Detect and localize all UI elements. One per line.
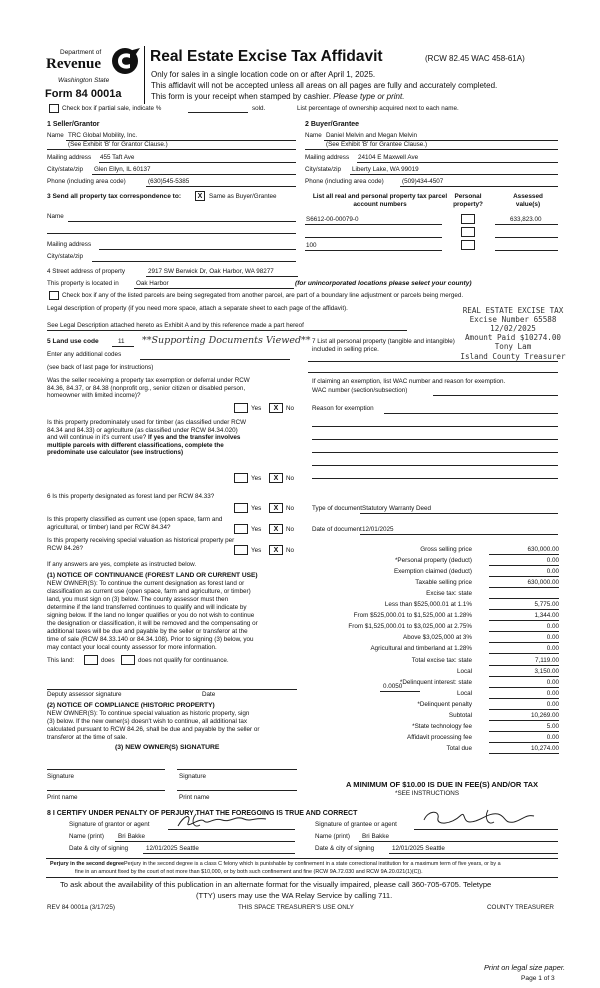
tax-row-label: Less than $525,000.01 at 1.1%: [384, 601, 472, 609]
grantee-name: Bri Bakke: [362, 833, 389, 840]
forest-no-checkbox[interactable]: X: [269, 503, 283, 513]
form-number: Form 84 0001a: [45, 88, 122, 100]
form-title-ref: (RCW 82.45 WAC 458-61A): [425, 54, 525, 63]
notice-continuance-4: determine if the land transferred continues to qualify and will indicate by: [47, 604, 247, 611]
county-treasurer: COUNTY TREASURER: [487, 904, 554, 911]
ownership-pct: 100: [306, 242, 317, 249]
tax-row-value[interactable]: 10,274.00: [530, 744, 559, 752]
buyer-mailing-line: [357, 162, 558, 163]
see-list-note: (see back of last page for instructions): [47, 364, 154, 371]
perjury-text-1: Perjury in the second degree is a class C felony which is punishable by confinement in a state correctional institution for a maximum term of five years, or by a: [124, 861, 501, 867]
intro-line-2: This affidavit will not be accepted unless all areas on all pages are fully and accurately completed.: [151, 81, 498, 90]
section3-city-line: [92, 261, 296, 262]
tax-row-line: [489, 554, 559, 555]
parcel-line-1: [305, 224, 442, 225]
grantee-date: 12/01/2025 Seattle: [392, 845, 445, 852]
personal-property-checkbox-2[interactable]: [461, 227, 475, 237]
reason-line-2: [312, 426, 558, 427]
seller-name2-line: [47, 149, 296, 150]
land-does-not-label: does not qualify for continuance.: [138, 657, 229, 664]
partial-sale-sold: sold.: [252, 105, 266, 112]
seller-city-label: City/state/zip: [47, 166, 84, 173]
stamp-line-1: REAL ESTATE EXCISE TAX: [462, 306, 564, 315]
buyer-name2-line: [305, 149, 558, 150]
tax-row-label: Gross selling price: [420, 546, 472, 553]
grantor-signature-label: [69, 821, 150, 829]
timber-yes-label: Yes: [251, 475, 262, 482]
if-any-yes: If any answers are yes, complete as instructed below.: [47, 561, 197, 568]
segregated-checkbox[interactable]: [49, 291, 59, 300]
buyer-heading: 2 Buyer/Grantee: [305, 121, 360, 128]
tax-row-value[interactable]: 0.00: [546, 634, 559, 642]
exemption-no-label: No: [286, 405, 295, 412]
forest-yes-checkbox[interactable]: [234, 503, 248, 513]
tax-row-value[interactable]: 630,000.00: [527, 546, 559, 553]
buyer-city-line: [350, 174, 558, 175]
personal-property-text: 7 List all personal property (tangible and intangible) included in selling price.: [312, 338, 455, 354]
legal-paper-note: Print on legal size paper.: [484, 963, 566, 972]
tax-row-label: Local: [456, 689, 472, 697]
deputy-signature-line: [47, 689, 297, 690]
exemption-yes-label: Yes: [251, 405, 262, 412]
perjury-line-1: [50, 861, 501, 867]
additional-codes-label: Enter any additional codes: [47, 351, 122, 358]
legal-line: [47, 330, 407, 331]
intro-italic: Please type or print.: [333, 92, 405, 101]
tax-row-line: [489, 587, 559, 588]
reason-line-3: [312, 439, 558, 440]
tax-row-label: Excise tax: state: [426, 590, 472, 598]
section3-name-label: Name: [47, 213, 64, 220]
minimum-due: A MINIMUM OF $10.00 IS DUE IN FEE(S) AND/OR TAX: [346, 780, 539, 789]
tax-row-line: [489, 731, 559, 732]
buyer-city-label: City/state/zip: [305, 166, 342, 173]
seller-mailing-line: [99, 162, 296, 163]
agency-state: Washington State: [58, 77, 110, 84]
tax-row-line: [489, 609, 559, 610]
perjury-bold: Perjury in the second degree: [50, 861, 124, 867]
grantee-signature-label: Signature of grantee or agent: [315, 821, 397, 828]
this-land-label: This land:: [47, 657, 75, 664]
seller-city: Glen Ellyn, IL 60137: [94, 166, 151, 173]
seller-phone: (630)545-5385: [148, 178, 190, 185]
tax-row-value[interactable]: 0.00: [546, 568, 559, 576]
notice-continuance-2: classification as current use (open space, farm and agriculture, or timber): [47, 588, 251, 595]
local-rate: 0.0050: [383, 683, 403, 690]
doc-type-line: [360, 513, 558, 514]
tax-row-line: [489, 742, 559, 743]
new-owner-print-line-2: [177, 790, 297, 791]
reason-line-5: [312, 465, 558, 466]
q-exemption-text: Was the seller receiving a property tax exemption or deferral under RCW 84.36, 84.37, or 84.38 (nonprofit org., senior citizen or disabled person, homeowner with limited income)?: [47, 377, 250, 400]
legal-description: See Legal Description attached hereto as Exhibit A and by this reference made a part hereof: [47, 322, 304, 329]
seller-city-line: [92, 174, 296, 175]
tax-row-label: From $1,525,000.01 to $3,025,000 at 2.75%: [348, 623, 472, 631]
tax-row-label: *Delinquent interest: state: [399, 678, 472, 686]
section3-name-line: [68, 221, 296, 222]
buyer-phone: (509)434-4507: [402, 178, 444, 185]
stamp-line-3: 12/02/2025: [490, 324, 536, 334]
revenue-logo-icon: [110, 46, 144, 76]
notice-compliance-title: (2) NOTICE OF COMPLIANCE (HISTORIC PROPERTY): [47, 702, 215, 709]
property-address-line: [146, 276, 298, 277]
forest-yes-label: Yes: [251, 505, 262, 512]
tax-row-line: [489, 709, 559, 710]
grantor-sig-line: [168, 829, 295, 830]
tax-row-value[interactable]: 5,775.00: [534, 601, 559, 609]
parcel-line-3: [305, 250, 442, 251]
tax-row-label: Affidavit processing fee: [407, 733, 472, 741]
tax-row-value[interactable]: 0.00: [546, 733, 559, 741]
tax-row-value[interactable]: 0.00: [546, 645, 559, 653]
new-owner-print-label-2: Print name: [179, 794, 210, 801]
grantee-name-line: [359, 841, 558, 842]
form-revision: REV 84 0001a (3/17/25): [47, 904, 115, 911]
deputy-signature-label: Deputy assessor signature: [47, 691, 122, 698]
q-current-use: [47, 516, 237, 531]
located-in-label: This property is located in: [47, 280, 119, 287]
tax-row-value[interactable]: 1,344.00: [534, 612, 559, 620]
parcel-col-header: [310, 193, 450, 208]
perjury-line-2: fine in an amount fixed by the court of not more than $10,000, or by both such confinement and fine (RCW 9A.72.030 and RCW 9A.20.021(1)(C)).: [75, 869, 423, 875]
notice-continuance-7: additional taxes will be due and payable by the seller or transferor at the: [47, 628, 248, 635]
tax-row-value[interactable]: 0.00: [546, 557, 559, 565]
land-use-code[interactable]: 11: [118, 338, 125, 345]
property-address: 2917 SW Berwick Dr, Oak Harbor, WA 98277: [148, 268, 274, 275]
timber-yes-checkbox[interactable]: [234, 473, 248, 483]
assessed-line-2: [495, 237, 558, 238]
historic-no-label: No: [286, 547, 295, 554]
doc-date: 12/01/2025: [362, 526, 394, 533]
tax-row-line: [489, 576, 559, 577]
personal-property-checkbox-3[interactable]: [461, 240, 475, 250]
tax-row-line: [489, 620, 559, 621]
tax-row-value[interactable]: 5.00: [546, 722, 559, 730]
new-owner-signature-title: (3) NEW OWNER(S) SIGNATURE: [115, 744, 220, 751]
tax-row-label: Local: [456, 667, 472, 675]
legal-description-label: Legal description of property (if you need more space, attach a separate sheet to each page of the affidavit).: [47, 305, 348, 312]
buyer-phone-label: Phone (including area code): [305, 178, 384, 185]
tax-row-line: [489, 687, 559, 688]
buyer-name: Daniel Melvin and Megan Melvin: [326, 132, 418, 139]
new-owner-print-line-1: [47, 790, 165, 791]
current-use-no-checkbox[interactable]: X: [269, 524, 283, 534]
personal-property-text: Personal property?: [453, 193, 483, 208]
tax-row-value[interactable]: 630,000.00: [527, 579, 559, 587]
located-in-line: [134, 288, 294, 289]
exemption-yes-checkbox[interactable]: [234, 403, 248, 413]
notice-compliance-3: calculated pursuant to RCW 84.26, shall be due and payable by the seller or: [47, 726, 260, 733]
grantee-signature-image: [418, 808, 538, 830]
q-historic: [47, 537, 237, 552]
perjury-divider-bottom: [46, 877, 558, 878]
perjury-divider: [46, 858, 558, 859]
treasurer-use-only: THIS SPACE TREASURER'S USE ONLY: [238, 904, 354, 911]
stamp-line-4: Amount Paid $10274.00: [464, 333, 561, 343]
buyer-phone-line: [400, 186, 558, 187]
tax-row-label: Total excise tax: state: [411, 656, 472, 664]
parcel-number-1: S6612-00-00079-0: [306, 216, 359, 223]
personal-property-checkbox-1[interactable]: [461, 214, 475, 224]
q-timber-bold: If yes and the transfer involves multiple parcels with different classifications, complete the predominate use calculator (see instructions): [47, 434, 241, 457]
land-use-line: [112, 346, 134, 347]
tax-row-line: [489, 720, 559, 721]
tax-row-value[interactable]: 0.00: [546, 623, 559, 631]
grantor-name: Bri Bakke: [118, 833, 145, 840]
form-title: Real Estate Excise Tax Affidavit: [150, 48, 383, 65]
current-use-yes-label: Yes: [251, 526, 262, 533]
assessed-line-1: [495, 224, 558, 225]
q-historic-text: Is this property receiving special valuation as historical property per RCW 84.26?: [47, 537, 235, 552]
buyer-city: Liberty Lake, WA 99019: [352, 166, 419, 173]
tax-row-label: Above $3,025,000 at 3%: [403, 634, 472, 642]
parcel-col-text: List all real and personal property tax parcel account numbers: [312, 193, 448, 208]
segregated-label: Check box if any of the listed parcels are being segregated from another parcel, are part of a boundary line adjustment or parcels being merged.: [62, 292, 464, 299]
doc-type: Statutory Warranty Deed: [362, 505, 432, 512]
timber-no-checkbox[interactable]: X: [269, 473, 283, 483]
buyer-mailing-label: Mailing address: [305, 154, 350, 161]
doc-date-label: Date of document: [312, 526, 362, 533]
stamp-line-2: Excise Number 65588: [469, 315, 557, 325]
tax-row-label: Subtotal: [448, 711, 472, 719]
certify-statement: 8 I CERTIFY UNDER PENALTY OF PERJURY THAT THE FOREGOING IS TRUE AND CORRECT: [47, 810, 358, 817]
seller-mailing: 455 Taft Ave: [100, 154, 135, 161]
exemption-no-checkbox[interactable]: X: [269, 403, 283, 413]
seller-phone-label: Phone (including area code): [47, 178, 126, 185]
tax-row-label: Taxable selling price: [415, 579, 472, 587]
claim-exemption: If claiming an exemption, list WAC number and reason for exemption.: [312, 378, 506, 385]
tax-row-label: Agricultural and timberland at 1.28%: [370, 645, 472, 653]
tax-row-value[interactable]: 10,269.00: [530, 711, 559, 719]
q-timber-text: Is this property predominately used for timber (as classified under RCW 84.34 and 84.33) or agriculture (as classified under RCW 84.34.020) and will continue in it's current use?: [47, 419, 247, 442]
grantor-date: 12/01/2025 Seattle: [146, 845, 199, 852]
tax-row-line: [489, 753, 559, 754]
grantor-name-label: Name (print): [69, 833, 104, 840]
historic-yes-label: Yes: [251, 547, 262, 554]
seller-mailing-label: Mailing address: [47, 154, 92, 161]
stamp-line-5: Tony Lam: [494, 342, 532, 352]
land-does-checkbox[interactable]: [84, 655, 98, 665]
forest-no-label: No: [286, 505, 295, 512]
seller-name: TRC Global Mobility, Inc.: [68, 132, 138, 139]
reason-line-6: [312, 478, 558, 479]
assessed-value-header: [503, 193, 553, 208]
notice-continuance-6: the designation or classification, it will be removed and the compensating or: [47, 620, 258, 627]
parcel-line-2: [305, 237, 442, 238]
agency-line1: Department of: [60, 49, 102, 56]
grantee-name-label: Name (print): [315, 833, 350, 840]
tax-row-line: [489, 631, 559, 632]
q-forest: [47, 493, 232, 501]
historic-no-checkbox[interactable]: X: [269, 545, 283, 555]
buyer-name-label: Name: [305, 132, 322, 139]
new-owner-sig-line-1: [47, 769, 165, 770]
grantee-sig-line: [414, 829, 558, 830]
notice-continuance-title: (1) NOTICE OF CONTINUANCE (FOREST LAND OR CURRENT USE): [47, 572, 258, 579]
stamp-line-6: Island County Treasurer: [460, 351, 566, 361]
additional-codes-line: [140, 359, 290, 360]
same-as-buyer-label: Same as Buyer/Grantee: [209, 193, 277, 200]
wac-line: [433, 395, 558, 396]
tax-row-line: [489, 598, 559, 599]
notice-continuance-9: may contact your local county assessor for more information.: [47, 644, 217, 651]
new-owner-print-label-1: Print name: [47, 794, 78, 801]
section3-mailing-line: [99, 249, 296, 250]
new-owner-sig-line-2: [177, 769, 297, 770]
land-does-label: does: [101, 657, 115, 664]
reason-line-1: [384, 413, 558, 414]
assessed-value-1: 633,823.00: [510, 216, 542, 223]
q-forest-text: 6 Is this property designated as forest land per RCW 84.33?: [47, 493, 215, 500]
grantor-date-line: [143, 853, 295, 854]
availability-line-1: To ask about the availability of this publication in an alternate format for the visually impaired, please call 360-705-6705. Teletype: [60, 880, 492, 889]
section3-mailing-label: Mailing address: [47, 241, 92, 248]
grantor-signature-text: Signature of grantor or agent: [69, 821, 150, 828]
partial-sale-label: Check box if partial sale, indicate %: [62, 105, 162, 112]
see-instructions: *SEE INSTRUCTIONS: [395, 790, 460, 797]
tax-row-label: Total due: [446, 744, 472, 752]
seller-heading: 1 Seller/Grantor: [47, 121, 100, 128]
personal-property-line-1: [308, 361, 558, 362]
grantee-date-label: Date & city of signing: [315, 845, 375, 852]
seller-name-2: (See Exhibit 'B' for Grantor Clause.): [68, 141, 168, 148]
section3-label: 3 Send all property tax correspondence to:: [47, 193, 182, 200]
header-divider: [144, 46, 145, 104]
personal-property-line-2: [308, 372, 558, 373]
supporting-docs-stamp: **Supporting Documents Viewed**: [142, 335, 311, 346]
reason-label: Reason for exemption: [312, 405, 374, 412]
personal-property-label: [312, 338, 462, 354]
doc-date-line: [360, 534, 558, 535]
reason-line-4: [312, 452, 558, 453]
grantor-signature-image: [170, 811, 270, 831]
notice-compliance-2: (3) below. If the new owner(s) doesn't wish to continue, all additional tax: [47, 718, 248, 725]
tax-row-value[interactable]: 3,150.00: [534, 667, 559, 675]
q-exemption: [47, 377, 252, 400]
section3-line-2: [47, 233, 296, 234]
q-current-use-text: Is this property classified as current use (open space, farm and agricultural, or timber) land per RCW 84.34?: [47, 516, 223, 531]
tax-row-line: [489, 642, 559, 643]
intro-line-3-text: This form is your receipt when stamped by cashier.: [151, 92, 334, 101]
tax-row-value[interactable]: 0.00: [546, 689, 559, 697]
tax-row-label: Exemption claimed (deduct): [393, 568, 472, 576]
tax-row-line: [489, 665, 559, 666]
timber-no-label: No: [286, 475, 295, 482]
section4-label: [47, 268, 125, 276]
availability-line-2: (TTY) users may use the WA Relay Service by calling 711.: [196, 891, 393, 900]
current-use-no-label: No: [286, 526, 295, 533]
buyer-mailing: 24104 E Maxwell Ave: [358, 154, 419, 161]
tax-row-line: [489, 565, 559, 566]
wac-number-label: WAC number (section/subsection): [312, 387, 408, 394]
seller-phone-line: [146, 186, 296, 187]
section4-label-text: 4 Street address of property: [47, 268, 126, 275]
notice-compliance-4: transferor at the time of sale.: [47, 734, 128, 741]
doc-type-label: Type of document: [312, 505, 363, 512]
grantor-signature[interactable]: [170, 811, 270, 834]
partial-sale-pct-line: [188, 112, 248, 113]
land-use-label: 5 Land use code: [47, 338, 99, 345]
assessed-value-text: Assessed value(s): [513, 193, 543, 208]
agency-name: Revenue: [46, 56, 101, 72]
tax-row-value[interactable]: 0.00: [546, 678, 559, 686]
intro-line-1: Only for sales in a single location code on or after April 1, 2025.: [151, 70, 376, 79]
tax-row-label: From $525,000.01 to $1,525,000 at 1.28%: [353, 612, 472, 620]
tax-row-line: [489, 698, 559, 699]
excise-stamp: [448, 306, 578, 361]
same-as-buyer-checkbox[interactable]: X: [195, 191, 205, 201]
seller-name-label: Name: [47, 132, 64, 139]
tax-row-value[interactable]: 0.00: [546, 700, 559, 708]
tax-row-label: *State technology fee: [412, 722, 472, 730]
unincorporated-note: (for unincorporated locations please select your county): [295, 280, 472, 287]
notice-continuance-1: NEW OWNER(S): To continue the current designation as forest land or: [47, 580, 245, 587]
new-owner-sig-label-1: Signature: [47, 773, 74, 780]
partial-sale-checkbox[interactable]: [49, 104, 59, 113]
tax-row-value[interactable]: 7,119.00: [534, 656, 559, 664]
notice-continuance-5: signing below. If the land no longer qualifies or you do not wish to continue: [47, 612, 255, 619]
intro-line-3: [151, 92, 404, 102]
assessed-line-3: [495, 250, 558, 251]
grantee-date-line: [389, 853, 558, 854]
land-does-not-checkbox[interactable]: [121, 655, 135, 665]
buyer-name-2: (See Exhibit 'B' for Grantee Clause.): [326, 141, 428, 148]
q-timber: [47, 419, 247, 457]
deputy-date-label: Date: [202, 691, 216, 698]
located-in[interactable]: Oak Harbor: [136, 280, 169, 287]
revenue-logo: [110, 46, 144, 79]
section3-city-label: City/state/zip: [47, 253, 84, 260]
historic-yes-checkbox[interactable]: [234, 545, 248, 555]
page-number: Page 1 of 3: [521, 975, 555, 982]
grantor-name-line: [115, 841, 295, 842]
new-owner-sig-label-2: Signature: [179, 773, 206, 780]
list-percentage: List percentage of ownership acquired next to each name.: [297, 105, 459, 112]
tax-row-line: [489, 676, 559, 677]
current-use-yes-checkbox[interactable]: [234, 524, 248, 534]
tax-row-label: *Personal property (deduct): [394, 557, 472, 565]
notice-continuance-3: land, you must sign on (3) below. The county assessor must then: [47, 596, 229, 603]
grantor-date-label: Date & city of signing: [69, 845, 129, 852]
tax-row-line: [489, 653, 559, 654]
local-rate-line: [380, 691, 420, 692]
notice-compliance-1: NEW OWNER(S): To continue special valuation as historic property, sign: [47, 710, 250, 717]
notice-continuance-8: time of sale (RCW 84.33.140 or 84.34.108). Prior to signing (3) below, you: [47, 636, 254, 643]
tax-row-label: *Delinquent penalty: [417, 700, 472, 708]
personal-property-header: [448, 193, 488, 208]
